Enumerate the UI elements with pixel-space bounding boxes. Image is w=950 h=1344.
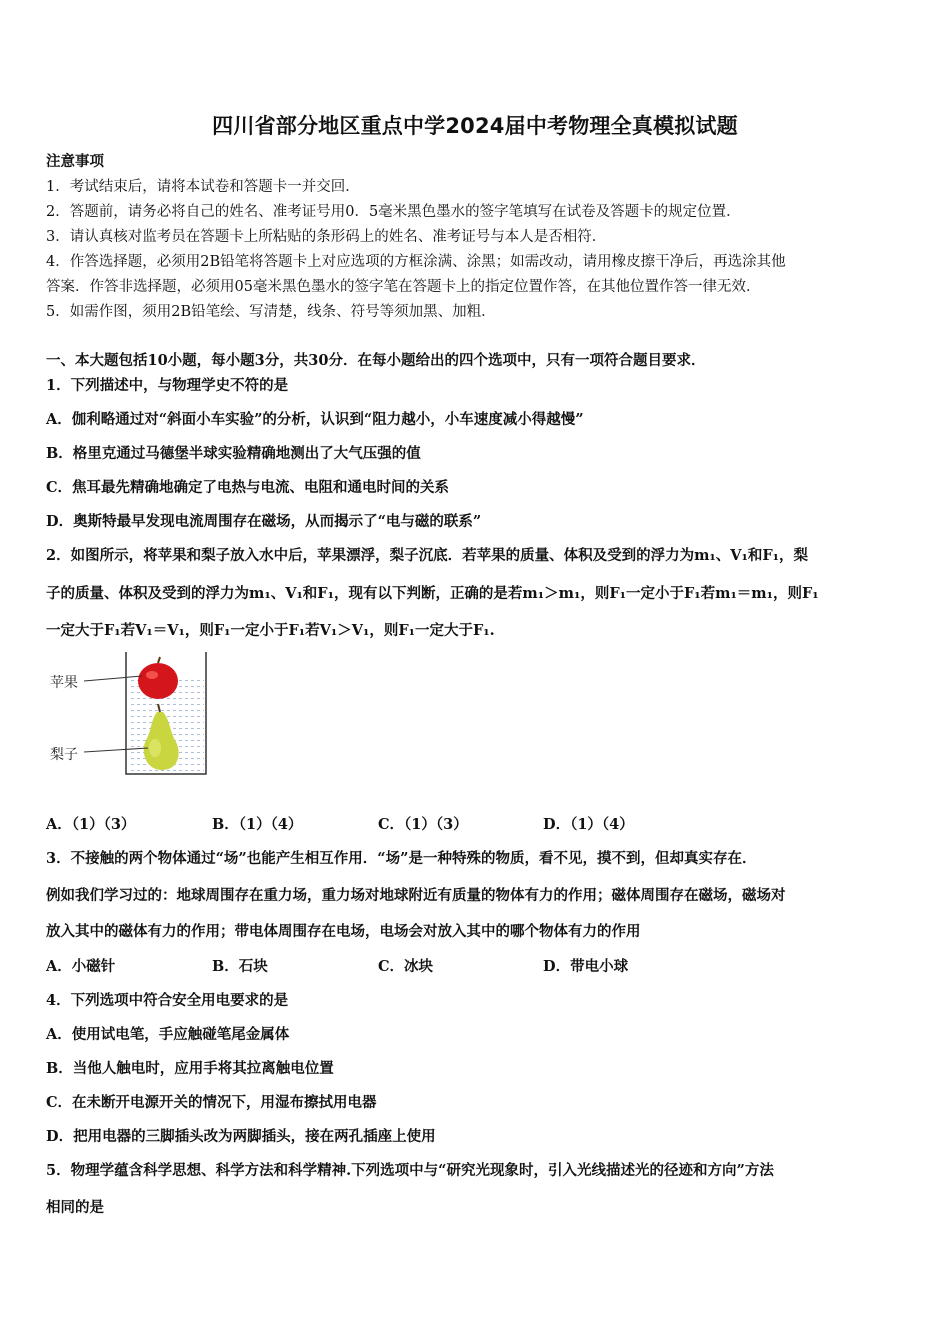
question-5-line: 相同的是: [46, 1199, 104, 1216]
question-4-option-a: A．使用试电笔，手应触碰笔尾金属体: [46, 1026, 290, 1043]
note-item: 3．请认真核对监考员在答题卡上所粘贴的条形码上的姓名、准考证号与本人是否相符．: [46, 229, 607, 245]
question-3-option-c: C．冰块: [378, 958, 434, 975]
page-title: 四川省部分地区重点中学2024届中考物理全真模拟试题: [212, 114, 738, 138]
apple-pear-figure: [46, 648, 216, 778]
notes-heading: 注意事项: [46, 153, 104, 170]
question-2-option-d: D．（1）（4）: [543, 816, 634, 833]
question-1-option-b: B．格里克通过马德堡半球实验精确地测出了大气压强的值: [46, 445, 421, 462]
question-2-line: 一定大于F₁若V₁＝V₁，则F₁一定小于F₁若V₁＞V₁，则F₁一定大于F₁.: [46, 622, 495, 639]
note-item: 答案．作答非选择题，必须用05毫米黑色墨水的签字笔在答题卡上的指定位置作答，在其他位置作答一律无效．: [46, 279, 761, 295]
question-3-line: 放入其中的磁体有力的作用；带电体周围存在电场，电场会对放入其中的哪个物体有力的作用: [46, 923, 641, 940]
apple-label: 苹果: [50, 675, 78, 691]
question-4-option-b: B．当他人触电时，应用手将其拉离触电位置: [46, 1060, 334, 1077]
section-heading: 一、本大题包括10小题，每小题3分，共30分．在每小题给出的四个选项中，只有一项符合题目要求．: [46, 352, 706, 369]
question-3-line: 例如我们学习过的：地球周围存在重力场，重力场对地球附近有质量的物体有力的作用；磁体周围存在磁场，磁场对: [46, 887, 786, 904]
question-4-option-d: D．把用电器的三脚插头改为两脚插头，接在两孔插座上使用: [46, 1128, 436, 1145]
question-2-option-c: C．（1）（3）: [378, 816, 468, 833]
note-item: 4．作答选择题，必须用2B铅笔将答题卡上对应选项的方框涂满、涂黑；如需改动，请用橡皮擦干净后，再选涂其他: [46, 254, 786, 270]
question-1-option-c: C．焦耳最先精确地确定了电热与电流、电阻和通电时间的关系: [46, 479, 450, 496]
note-item: 1．考试结束后，请将本试卷和答题卡一并交回．: [46, 179, 360, 195]
question-2-line: 2．如图所示，将苹果和梨子放入水中后，苹果漂浮，梨子沉底．若苹果的质量、体积及受到的浮力为m₁、V₁和F₁，梨: [46, 547, 809, 564]
question-1-option-a: A．伽利略通过对“斜面小车实验”的分析，认识到“阻力越小，小车速度减小得越慢”: [46, 411, 584, 428]
question-2-option-a: A．（1）（3）: [46, 816, 136, 833]
question-1-stem: 1．下列描述中，与物理学史不符的是: [46, 377, 289, 394]
question-3-option-a: A．小磁针: [46, 958, 116, 975]
question-2-option-b: B．（1）（4）: [212, 816, 303, 833]
pear-label: 梨子: [50, 747, 78, 763]
question-4-option-c: C．在未断开电源开关的情况下，用湿布擦拭用电器: [46, 1094, 377, 1111]
question-2-line: 子的质量、体积及受到的浮力为m₁、V₁和F₁，现有以下判断，正确的是若m₁＞m₁，则F₁一定小于F₁若m₁＝m₁，则F₁: [46, 585, 819, 602]
apple-icon: [138, 657, 178, 699]
question-5-line: 5．物理学蕴含科学思想、科学方法和科学精神.下列选项中与“研究光现象时，引入光线描述光的径迹和方向”方法: [46, 1162, 774, 1179]
note-item: 2．答题前，请务必将自己的姓名、准考证号用0．5毫米黑色墨水的签字笔填写在试卷及答题卡的规定位置．: [46, 204, 741, 220]
note-item: 5．如需作图，须用2B铅笔绘、写清楚，线条、符号等须加黑、加粗．: [46, 304, 496, 320]
question-3-option-d: D．带电小球: [543, 958, 629, 975]
question-4-stem: 4．下列选项中符合安全用电要求的是: [46, 992, 289, 1009]
question-3-option-b: B．石块: [212, 958, 268, 975]
question-3-line: 3．不接触的两个物体通过“场”也能产生相互作用．“场”是一种特殊的物质，看不见，摸不到，但却真实存在．: [46, 850, 757, 867]
question-1-option-d: D．奥斯特最早发现电流周围存在磁场，从而揭示了“电与磁的联系”: [46, 513, 482, 530]
